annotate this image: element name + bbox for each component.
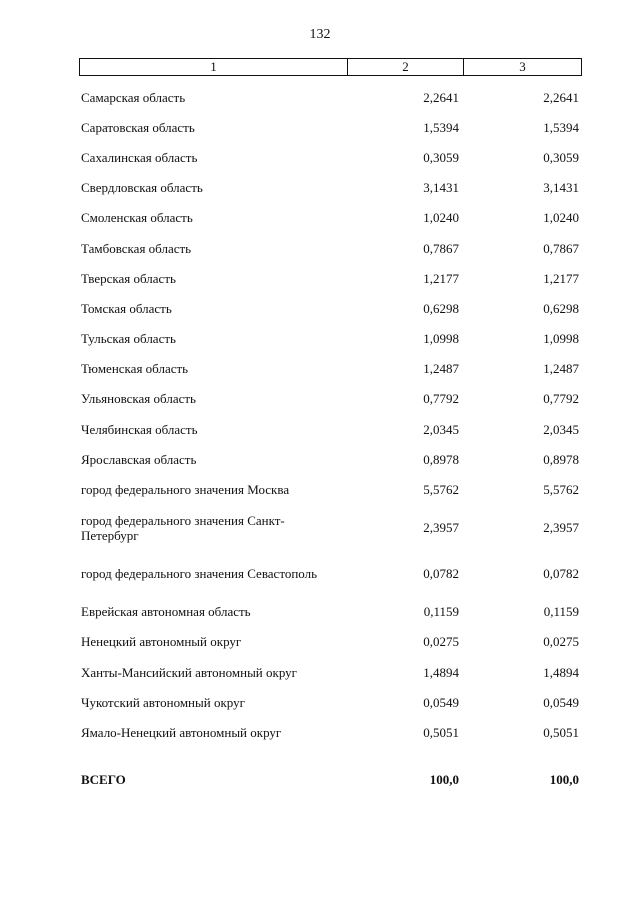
table-row xyxy=(79,203,582,233)
page-number: 132 xyxy=(309,27,331,42)
value-col-3: 1,0998 xyxy=(543,331,579,347)
value-col-2: 0,6298 xyxy=(423,300,459,316)
region-name: Тверская область xyxy=(81,270,176,286)
value-col-3: 1,0240 xyxy=(543,210,579,226)
table-row xyxy=(79,324,582,354)
value-col-2: 1,5394 xyxy=(423,119,459,135)
table-row xyxy=(79,233,582,263)
value-col-2: 0,7867 xyxy=(423,240,459,256)
column-header-3: 3 xyxy=(519,59,526,74)
table-row xyxy=(79,687,582,717)
value-col-3: 0,0275 xyxy=(543,634,579,650)
value-col-2: 0,5051 xyxy=(423,724,459,740)
region-name: город федерального значения Санкт-Петербург xyxy=(81,512,285,543)
value-col-2: 2,3957 xyxy=(423,520,459,536)
region-name: Сахалинская область xyxy=(81,149,198,165)
value-col-2: 0,8978 xyxy=(423,451,459,467)
table-row xyxy=(79,384,582,414)
region-name: город федерального значения Севастополь xyxy=(81,566,318,582)
table-row xyxy=(79,717,582,747)
table-column-header xyxy=(79,58,582,76)
value-col-3: 0,7792 xyxy=(543,391,579,407)
value-col-3: 3,1431 xyxy=(543,180,579,196)
value-col-2: 1,2487 xyxy=(423,361,459,377)
table-body xyxy=(79,82,582,748)
value-col-3: 0,8978 xyxy=(543,451,579,467)
total-row xyxy=(79,770,582,790)
value-col-2: 1,4894 xyxy=(423,664,459,680)
value-col-3: 1,5394 xyxy=(543,119,579,135)
value-col-3: 1,2177 xyxy=(543,270,579,286)
region-name: Тамбовская область xyxy=(81,240,192,256)
table-row xyxy=(79,82,582,112)
value-col-3: 2,3957 xyxy=(543,520,579,536)
region-name: Ненецкий автономный округ xyxy=(81,634,242,650)
region-name: Еврейская автономная область xyxy=(81,604,251,620)
value-col-3: 0,7867 xyxy=(543,240,579,256)
table-row xyxy=(79,173,582,203)
value-col-3: 0,1159 xyxy=(543,604,579,620)
value-col-2: 0,1159 xyxy=(423,604,459,620)
region-name: Чукотский автономный округ xyxy=(81,694,245,710)
column-header-2: 2 xyxy=(348,59,464,75)
region-name: Самарская область xyxy=(81,89,186,105)
value-col-3: 1,4894 xyxy=(543,664,579,680)
value-col-2: 1,0240 xyxy=(423,210,459,226)
region-name: Томская область xyxy=(81,300,172,316)
table-row xyxy=(79,444,582,474)
value-col-2: 3,1431 xyxy=(423,180,459,196)
total-value-col-2: 100,0 xyxy=(429,772,459,787)
region-name: Тюменская область xyxy=(81,361,189,377)
value-col-2: 0,0549 xyxy=(423,694,459,710)
column-header-1: 1 xyxy=(80,59,348,75)
region-name: Ханты-Мансийский автономный округ xyxy=(81,664,297,680)
region-name: Саратовская область xyxy=(81,119,195,135)
total-label: ВСЕГО xyxy=(81,772,126,787)
table-row xyxy=(79,354,582,384)
value-col-3: 0,0549 xyxy=(543,694,579,710)
region-name: Челябинская область xyxy=(81,421,198,437)
table-row xyxy=(79,263,582,293)
value-col-2: 2,2641 xyxy=(423,89,459,105)
table-row xyxy=(79,474,582,504)
table-row xyxy=(79,551,582,597)
value-col-3: 5,5762 xyxy=(543,482,579,498)
value-col-3: 2,0345 xyxy=(543,421,579,437)
region-name: город федерального значения Москва xyxy=(81,482,290,498)
table-row xyxy=(79,112,582,142)
table-row xyxy=(79,505,582,551)
value-col-3: 0,6298 xyxy=(543,300,579,316)
region-name: Тульская область xyxy=(81,331,176,347)
table-row xyxy=(79,657,582,687)
value-col-2: 0,3059 xyxy=(423,149,459,165)
table-row xyxy=(79,597,582,627)
value-col-3: 2,2641 xyxy=(543,89,579,105)
value-col-2: 1,0998 xyxy=(423,331,459,347)
region-name: Свердловская область xyxy=(81,180,203,196)
value-col-3: 0,0782 xyxy=(543,566,579,582)
region-name: Ярославская область xyxy=(81,451,197,467)
table-row xyxy=(79,142,582,172)
region-name: Ямало-Ненецкий автономный округ xyxy=(81,724,282,740)
value-col-2: 2,0345 xyxy=(423,421,459,437)
value-col-3: 1,2487 xyxy=(543,361,579,377)
region-name: Ульяновская область xyxy=(81,391,196,407)
table-row xyxy=(79,293,582,323)
value-col-2: 0,7792 xyxy=(423,391,459,407)
value-col-2: 1,2177 xyxy=(423,270,459,286)
table-row xyxy=(79,414,582,444)
table-row xyxy=(79,627,582,657)
value-col-2: 0,0275 xyxy=(423,634,459,650)
region-name: Смоленская область xyxy=(81,210,193,226)
total-value-col-3: 100,0 xyxy=(549,772,579,787)
value-col-3: 0,5051 xyxy=(543,724,579,740)
value-col-2: 0,0782 xyxy=(423,566,459,582)
value-col-2: 5,5762 xyxy=(423,482,459,498)
value-col-3: 0,3059 xyxy=(543,149,579,165)
